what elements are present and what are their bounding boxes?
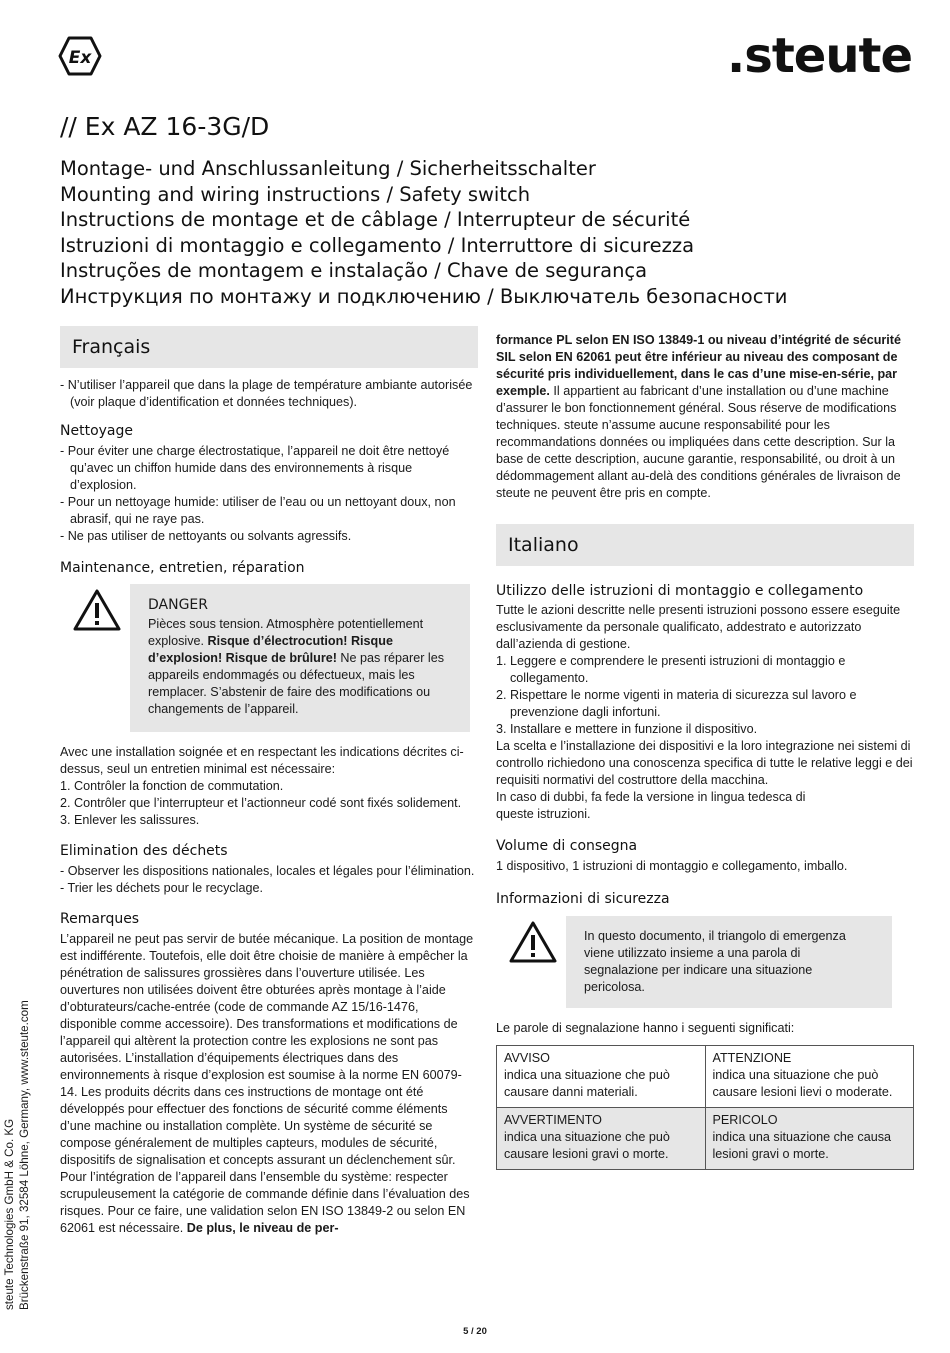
list-item: 3. Installare e mettere in funzione il dispositivo.: [496, 722, 758, 736]
company-street: Brückenstraße 91, 32584 Löhne, Germany, www.steute.com: [18, 1000, 31, 1310]
signal-word: ATTENZIONE: [712, 1051, 792, 1065]
table-row: [497, 1108, 914, 1170]
remarques-bold-continued: formance PL selon EN ISO 13849-1 ou niveau d’intégrité de sécurité SIL selon EN 62061 peut être inférieur au niveau des composant de sécurité pris individuellement, dans le cas d’une mise-en-série, par exemple.: [496, 333, 901, 398]
list-item: 2. Contrôler que l’interrupteur et l’actionneur codé sont fixés solidement.: [60, 796, 462, 810]
list-item: 1. Contrôler la fonction de commutation.: [60, 779, 284, 793]
section-heading-italiano: Italiano: [496, 524, 914, 566]
signal-desc: indica una situazione che può causare lesioni lievi o moderate.: [712, 1068, 893, 1099]
volume-heading: Volume di consegna: [496, 838, 638, 854]
list-item: - Trier les déchets pour le recyclage.: [60, 881, 263, 895]
danger-title: DANGER: [148, 597, 209, 613]
title-pt: Instruções de montagem e instalação / Chave de segurança: [60, 259, 648, 283]
danger-box: [130, 584, 470, 732]
elimination-heading: Elimination des déchets: [60, 843, 228, 859]
signal-words-table: [496, 1045, 914, 1170]
model-title: // Ex AZ 16-3G/D: [60, 112, 270, 141]
document-titles: [60, 156, 920, 310]
table-cell: [497, 1108, 706, 1170]
ex-mark: Ex: [68, 48, 92, 68]
danger-text-end: Ne pas réparer les appareils endommagés ou défectueux, mais les remplacer. S’abstenir de faire des modifications ou changements de l’appareil.: [148, 651, 445, 716]
utilizzo-text: Tutte le azioni descritte nelle presenti istruzioni possono essere eseguite esclusivamente da personale qualificato, addestrato e autorizzato dall’azienda di gestione.: [496, 603, 901, 651]
signal-desc: indica una situazione che può causare lesioni gravi o morte.: [504, 1130, 670, 1161]
signal-desc: indica una situazione che causa lesioni gravi o morte.: [712, 1130, 892, 1161]
title-fr: Instructions de montage et de câblage / Interrupteur de sécurité: [60, 208, 691, 232]
utilizzo-doubt-end: queste istruzioni.: [496, 807, 591, 821]
table-cell: [497, 1046, 706, 1108]
nettoyage-heading: Nettoyage: [60, 423, 133, 439]
brand-logo: .steute: [727, 28, 912, 84]
signal-word: PERICOLO: [712, 1113, 778, 1127]
list-item: - Observer les dispositions nationales, locales et légales pour l’élimination.: [60, 864, 475, 878]
remarques-bold-text: De plus, le niveau de per-: [186, 1221, 339, 1235]
intro-text: - N’utiliser l’appareil que dans la plage de température ambiante autorisée (voir plaque d’identification et données techniques).: [60, 378, 473, 409]
utilizzo-doubt: In caso di dubbi, fa fede la versione in lingua tedesca di: [496, 790, 806, 804]
list-item: 2. Rispettare le norme vigenti in materia di sicurezza sul lavoro e prevenzione dagli infortuni.: [496, 688, 857, 719]
table-cell: [705, 1046, 914, 1108]
danger-risk-text: Risque d’électrocution! Risque d’explosion! Risque de brûlure!: [148, 634, 393, 665]
company-name: steute Technologies GmbH & Co. KG: [3, 1118, 16, 1310]
list-item: - Pour un nettoyage humide: utiliser de l’eau ou un nettoyant doux, non abrasif, qui ne raye pas.: [60, 495, 456, 526]
signal-word: AVVISO: [504, 1051, 550, 1065]
remarques-continued: Il appartient au fabricant d’une installation ou d’une machine d’assurer le bon fonctionnement général. Sous réserve de modifications techniques. steute n’assume aucune responsabilité pour les recommandations données ou impliquées dans cette description. Sur la base de cette description, aucune garantie, responsabilité, ou droit à un dédommagement allant au-delà des conditions générales de livraison de steute ne peuvent être pris en compte.: [496, 384, 901, 500]
table-row: [497, 1046, 914, 1108]
right-column: [496, 332, 914, 1170]
remarques-heading: Remarques: [60, 911, 140, 927]
safety-info-notice: [496, 916, 914, 1008]
list-item: 3. Enlever les salissures.: [60, 813, 200, 827]
danger-notice: [60, 584, 478, 732]
left-column: [60, 326, 478, 1237]
ex-hexagon-icon: [58, 36, 102, 76]
table-cell: [705, 1108, 914, 1170]
warning-triangle-icon: [496, 916, 566, 1008]
list-item: 1. Leggere e comprendere le presenti istruzioni di montaggio e collegamento.: [496, 654, 846, 685]
section-heading-francais: Français: [60, 326, 478, 368]
utilizzo-heading: Utilizzo delle istruzioni di montaggio e collegamento: [496, 583, 864, 599]
signal-words-lead: Le parole di segnalazione hanno i seguenti significati:: [496, 1021, 795, 1035]
page-number: 5 / 20: [463, 1326, 487, 1337]
list-item: - Ne pas utiliser de nettoyants ou solvants agressifs.: [60, 529, 352, 543]
maintenance-text: Avec une installation soignée et en respectant les indications décrites ci-dessus, seul un entretien minimal est nécessaire:: [60, 745, 464, 776]
signal-desc: indica una situazione che può causare danni materiali.: [504, 1068, 670, 1099]
utilizzo-after: La scelta e l’installazione dei dispositivi e la loro integrazione nei sistemi di controllo richiedono una conoscenza specifica di tutte le relative leggi e dei requisiti normativi del costruttore della macchina.: [496, 739, 913, 787]
warning-triangle-icon: [60, 584, 130, 732]
signal-word: AVVERTIMENTO: [504, 1113, 602, 1127]
title-de: Montage- und Anschlussanleitung / Sicherheitsschalter: [60, 157, 596, 180]
maintenance-heading: Maintenance, entretien, réparation: [60, 560, 305, 576]
title-ru: Инструкция по монтажу и подключению / Выключатель безопасности: [60, 284, 788, 308]
title-en: Mounting and wiring instructions / Safety switch: [60, 182, 531, 206]
list-item: - Pour éviter une charge électrostatique, l’appareil ne doit être nettoyé qu’avec un chiffon humide dans des environnements à risque d’explosion.: [60, 444, 450, 492]
safety-info-box: [566, 916, 892, 1008]
danger-text: Pièces sous tension. Atmosphère potentiellement explosive.: [148, 617, 424, 648]
company-address: [2, 970, 32, 1310]
title-it: Istruzioni di montaggio e collegamento / Interruttore di sicurezza: [60, 233, 695, 257]
remarques-text: L’appareil ne peut pas servir de butée mécanique. La position de montage est indifférente. Toutefois, elle doit être choisie de manière à empêcher la pénétration de salissures grossières dans l’ouverture utilisée. Les ouvertures non utilisées doivent être obturées après montage à l’aide d’obturateurs/cache-entrée (code de commande AZ 15/16-1476, disponible comme accessoire). Des transformations et modifications de l’appareil qui altèrent la protection contre les explosions ne sont pas autorisées. L’installation d’équipements électriques dans des environnements à risque d’explosion est soumise à la norme EN 60079-14. Les produits décrits dans ces instructions de montage ont été développés pour effectuer des fonctions de sécurité comme éléments d’une machine ou installation complète. Un système de sécurité se compose généralement de multiples capteurs, modules de sécurité, dispositifs de signalisation et concepts assurant un déclenchement sûr. Pour l’intégration de l’appareil dans l’ensemble du système: respecter scrupuleusement la catégorie de commande définie dans l’évaluation des risques. Pour ce faire, une validation selon EN ISO 13849-2 ou selon EN 62061 est nécessaire.: [60, 932, 474, 1235]
sicurezza-heading: Informazioni di sicurezza: [496, 891, 670, 907]
safety-info-text: In questo documento, il triangolo di emergenza viene utilizzato insieme a una parola di segnalazione per indicare una situazione pericolosa.: [584, 929, 846, 994]
volume-text: 1 dispositivo, 1 istruzioni di montaggio e collegamento, imballo.: [496, 859, 848, 873]
